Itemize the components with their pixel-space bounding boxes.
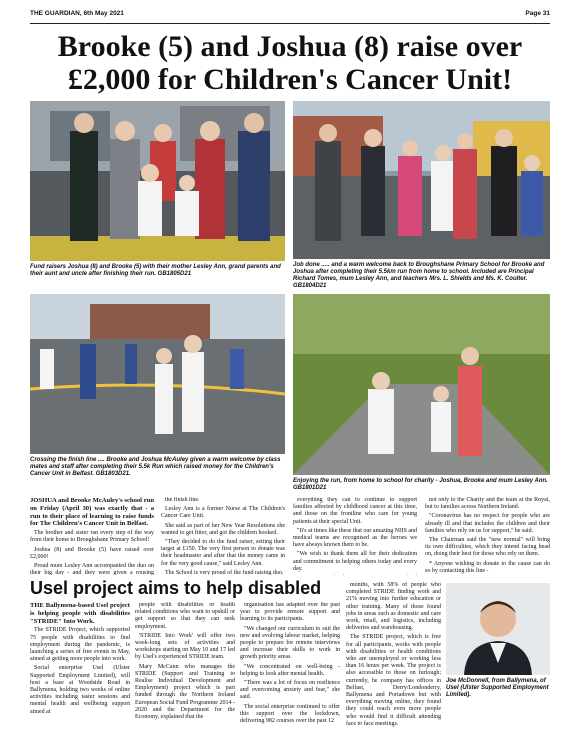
- story1-paragraph: The brother and sister ran every step of the way from their home to Broughshane Primary School!: [30, 530, 154, 544]
- story1-paragraph: "We wish to thank them all for their dedication and commitment to helping others today and every day.: [293, 551, 417, 572]
- story2-paragraph: months, with 58% of people who completed STRIDE finding work and 21% moving into further education or other training. Many of those found jobs in areas such as domestic and care work, retail, and logistics, including deliveries and warehousing.: [346, 582, 441, 632]
- story2-column-3: [240, 602, 340, 728]
- photo-family-group: [30, 101, 285, 261]
- story1-column-4: [425, 497, 550, 575]
- story1-column-2: [161, 497, 285, 575]
- story2-paragraph: The social enterprise continued to offer this support over the lockdown, delivering 982 courses over the past 12: [240, 703, 340, 725]
- story1-paragraph: "Coronavirus has no respect for people who are already ill and that includes the children and their families who rely on us for support," he said.: [425, 513, 550, 534]
- photo-school-welcome: [293, 101, 550, 259]
- photo-caption-2: Job done ..... and a warm welcome back to Broughshane Primary School for Brooke and Joshua after completing their 5.5km run from home to school. Included are Principal Richard Tomes, mum Lesley Ann, and teachers Mrs. L. Shields and Ms. K. Coulter. GB1804D21: [293, 262, 545, 289]
- photo-finish-line: [30, 294, 285, 454]
- page-headline: Brooke (5) and Joshua (8) raise over £2,000 for Children's Cancer Unit!: [57, 30, 523, 96]
- story2-column-4: [346, 582, 441, 728]
- portrait-caption: Joe McDonnell, from Ballymena, of Usel (Ulster Supported Employment Limited).: [446, 678, 549, 698]
- story1-column-1: [30, 497, 154, 575]
- story2-paragraph: "There was a lot of focus on resilience and overcoming anxiety and fear," she said.: [240, 680, 340, 701]
- story1-paragraph: * Anyone wishing to donate to the cause can do so by contacting this line -: [425, 560, 550, 574]
- story1-paragraph: Proud mum Lesley Ann accompanied the duo on their big day - and they were given a rousing: [30, 563, 154, 575]
- story2-paragraph: Social enterprise Usel (Ulster Supported Employment Limited), will host a base at Woodside Road in Ballymena, holding two weeks of online activities including taster sessions and mental health and wellbeing support aimed at: [30, 665, 130, 715]
- story1-paragraph: She said as part of her New Year Resolutions she wanted to get fitter, and got the children hooked.: [161, 522, 285, 536]
- story1-paragraph: The Chairman said the "new normal" will bring its own difficulties, which they intend facing head on, doing their best for those who rely on them.: [425, 537, 550, 558]
- photo-caption-1: Fund raisers Joshua (8) and Brooke (5) with their mother Lesley Ann, grand parents and their aunt and uncle after finishing their run. GB1805D21: [30, 264, 281, 277]
- masthead: [30, 10, 550, 22]
- story2-paragraph: "We concentrated on well-being - helping to look after mental health.: [240, 663, 340, 677]
- story1-paragraph: Lesley Ann is a former Nurse at The Children's Cancer Care Unit.: [161, 506, 285, 520]
- story1-paragraph: the finish line.: [165, 497, 200, 503]
- story1-paragraph: "It's at times like these that our amazing NHS and medical teams are recognised as the heroes we have always known them to be.: [293, 527, 417, 549]
- story2-paragraph: organisation has adapted over the past year to provide remote support and learning to its participants.: [240, 602, 340, 623]
- story1-lead-paragraph: JOSHUA and Brooke McAuley's school run on Friday (April 30) was exactly that - a run to their place of learning to raise funds for The Children's Cancer Unit in Belfast.: [30, 497, 154, 528]
- photo-caption-4: Enjoying the run, from home to school for charity - Joshua, Brooke and mum Lesley Ann. GB1801D21: [293, 478, 548, 491]
- story1-paragraph: not only to the Charity and the team at the Royal, but to families across Northern Ireland.: [425, 497, 550, 511]
- story2-lead-paragraph: THE Ballymena-based Usel project is helping people with disabilities "STRIDE" Into Work.: [30, 602, 130, 625]
- story2-column-2: [135, 602, 235, 728]
- story1-paragraph: everything they can to continue to support families affected by childhood cancer at this time, and those on the frontline who care for young patients at their special Unit.: [293, 497, 417, 525]
- story2-paragraph: The STRIDE project, which is free for all participants, works with people with disabilities or health conditions who are unemployed or working less than 16 hours per week. The project is also accessible to those on furlough; currently, he company has offices in Belfast, Derry/Londonderry, Ballymena and Portadown but with everything moving online, they found they could reach even more people who would find it difficult attending face to face meetings.: [346, 634, 441, 727]
- story1-paragraph: "They decided to do the fund raiser, setting their target at £150. The very first person to donate was their headmaster and after that the money came in for the very good cause," said Lesley Ann.: [161, 539, 285, 567]
- story1-paragraph: The School is very proud of the fund raising duo.: [165, 569, 284, 575]
- top-rule: [30, 23, 550, 24]
- portrait-joe-mcdonnell: [446, 583, 550, 675]
- paper-date: THE GUARDIAN, 6th May 2021: [30, 10, 124, 17]
- story2-paragraph: The STRIDE Project, which supported 75 people with disabilities to find employment during the pandemic, is launching a series of free events in May, aimed at getting more people into work.: [30, 627, 130, 663]
- story2-paragraph: 'STRIDE Into Work' will offer two week-long sets of activities and workshops starting on May 10 and 17 led by Usel's experienced STRIDE team.: [135, 632, 235, 661]
- story2-paragraph: people with disabilities or health related conditions who want to upskill or get support so that they can seek employment.: [135, 602, 235, 630]
- story2-paragraph: "We changed our curriculum to suit the new and evolving labour market, helping people to prepare for remote interviews and increase their skills to work in growth priority areas.: [240, 625, 340, 661]
- story2-headline: Usel project aims to help disabled: [30, 578, 322, 598]
- story2-paragraph: Mary McCann who manages the STRIDE (Support and Training to Realise Individual Development and Employment) project which is part funded through the Northern Ireland European Social Fund Programme 2014 - 2020 and the Department for the Economy, explained that the: [135, 663, 235, 721]
- photo-caption-3: Crossing the finish line .... Brooke and Joshua McAuley given a warm welcome by class mates and staff after completing their 5.5k Run which raised money for the Children's Cancer Unit in Belfast. GB1803D21.: [30, 457, 281, 477]
- story2-column-1: [30, 602, 130, 728]
- story1-column-3: [293, 497, 417, 575]
- page-number: Page 31: [525, 10, 550, 17]
- story1-paragraph: Joshua (8) and Brooke (5) have raised over £2,000!: [30, 546, 154, 560]
- photo-enjoying-run: [293, 294, 550, 475]
